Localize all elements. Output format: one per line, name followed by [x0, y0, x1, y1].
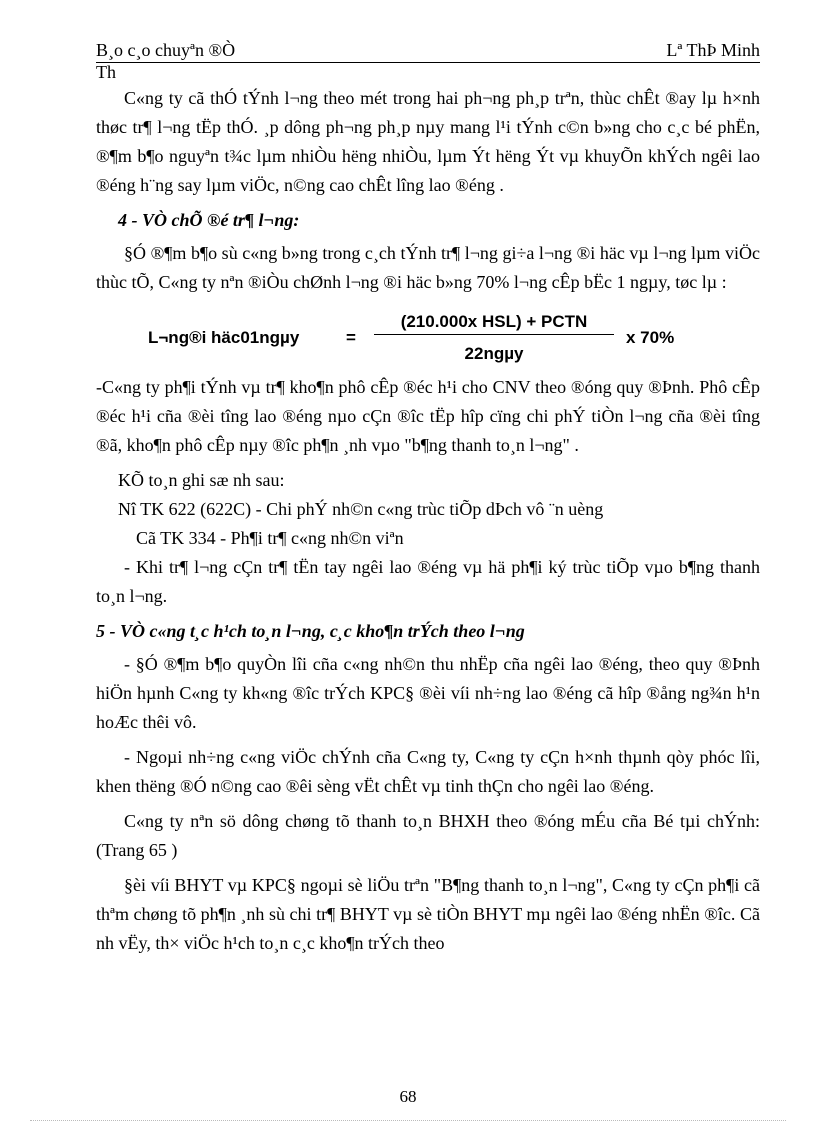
- paragraph: - Khi tr¶ l¬ng cÇn tr¶ tËn tay ngêi lao ®éng vµ hä ph¶i ký trùc tiÕp vµo b¶ng thanh to¸n l¬ng.: [96, 557, 760, 606]
- paragraph: C«ng ty nªn sö dông chøng tõ thanh to¸n BHXH theo ®óng mÉu cña Bé tµi chÝnh: (Trang 65 ): [96, 811, 760, 860]
- page-border: [30, 1120, 786, 1121]
- header-author: Lª ThÞ Minh: [666, 40, 760, 60]
- section-heading: 4 - VÒ chÕ ®é tr¶ l¬ng:: [118, 210, 300, 230]
- formula-equals: =: [346, 328, 356, 347]
- page-number: 68: [399, 1087, 417, 1106]
- document-body: [96, 84, 760, 964]
- paragraph: -C«ng ty ph¶i tÝnh vµ tr¶ kho¶n phô cÊp ®éc h¹i cho CNV theo ®óng quy ®Þnh. Phô cÊp ®éc h¹i cña ®èi tîng lao ®éng nµo cÇn ®îc tËp hîp cïng chi phÝ tiÒn l¬ng cña ®èi tîng ®ã, kho¶n phô cÊp nµy ®îc ph¶n ¸nh vµo "b¶ng thanh to¸n l¬ng" .: [96, 377, 760, 455]
- page-header: [96, 40, 760, 63]
- formula-lhs: L¬ng®i häc01ngµy: [148, 328, 300, 347]
- formula-denominator: 22ngµy: [464, 344, 524, 363]
- paragraph: C«ng ty cã thÓ tÝnh l¬ng theo mét trong hai ph¬ng ph¸p trªn, thùc chÊt ®ay lµ h×nh thøc tr¶ l¬ng tËp thÓ. ¸p dông ph¬ng ph¸p nµy mang l¹i tÝnh c©n b»ng cho c¸c bé phËn, ®¶m b¶o nguyªn t¾c lµm nhiÒu hëng nhiÒu, lµm Ýt hëng Ýt vµ khuyÕn khÝch ngêi lao ®éng h¨ng say lµm viÖc, n©ng cao chÊt lîng lao ®éng .: [96, 88, 760, 195]
- journal-entry-credit: Cã TK 334 - Ph¶i tr¶ c«ng nh©n viªn: [136, 528, 404, 548]
- paragraph: §èi víi BHYT vµ KPC§ ngoµi sè liÖu trªn "B¶ng thanh to¸n l¬ng", C«ng ty cÇn ph¶i cã thªm chøng tõ ph¶n ¸nh sù chi tr¶ BHYT vµ sè tiÒn BHYT mµ ngêi lao ®éng nhËn ®îc. Cã nh vËy, th× viÖc h¹ch to¸n c¸c kho¶n trÝch theo: [96, 875, 760, 953]
- salary-formula: [96, 303, 760, 367]
- text-line: KÕ to¸n ghi sæ nh sau:: [118, 470, 285, 490]
- paragraph: - Ngoµi nh÷ng c«ng viÖc chÝnh cña C«ng ty, C«ng ty cÇn h×nh thµnh qòy phóc lîi, khen thëng ®Ó n©ng cao ®êi sèng vËt chÊt vµ tinh thÇn cho ngêi lao ®éng.: [96, 747, 760, 796]
- formula-multiplier: x 70%: [626, 328, 675, 347]
- fraction-bar: [374, 334, 614, 335]
- header-title: B¸o c¸o chuyªn ®Ò: [96, 40, 236, 60]
- section-heading: 5 - VÒ c«ng t¸c h¹ch to¸n l¬ng, c¸c kho¶n trÝch theo l¬ng: [96, 621, 525, 641]
- formula-numerator: (210.000x HSL) + PCTN: [400, 312, 588, 331]
- paragraph: - §Ó ®¶m b¶o quyÒn lîi cña c«ng nh©n thu nhËp cña ngêi lao ®éng, theo quy ®Þnh hiÖn hµnh C«ng ty kh«ng ®îc trÝch KPC§ ®èi víi nh÷ng lao ®éng cã hîp ®ång ng¾n h¹n hoÆc thêi vô.: [96, 654, 760, 732]
- header-continued: Th: [96, 62, 116, 82]
- paragraph: §Ó ®¶m b¶o sù c«ng b»ng trong c¸ch tÝnh tr¶ l¬ng gi÷a l¬ng ®i häc vµ l¬ng lµm viÖc thùc tÕ, C«ng ty nªn ®iÒu chØnh l¬ng ®i häc b»ng 70% l¬ng cÊp bËc 1 ngµy, tøc lµ :: [96, 243, 760, 292]
- journal-entry-debit: Nî TK 622 (622C) - Chi phÝ nh©n c«ng trùc tiÕp dÞch vô ¨n uèng: [118, 499, 604, 519]
